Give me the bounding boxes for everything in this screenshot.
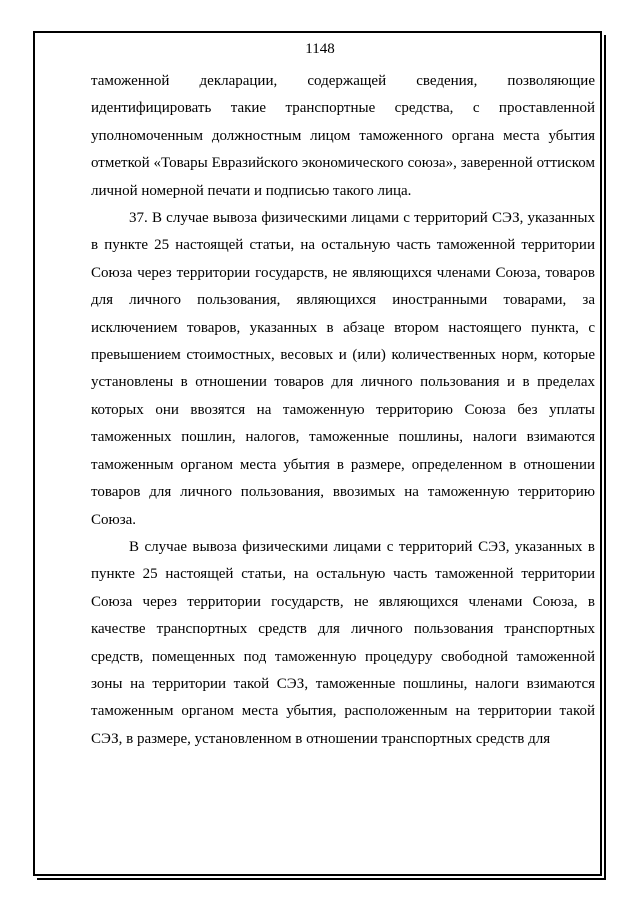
paragraph-continuation: таможенной декларации, содержащей сведения, позволяющие идентифицировать такие транспортные средства, с проставленной уполномоченным должностным лицом таможенного органа места убытия отметкой «Товары Евразийского экономического союза», заверенной оттиском личной номерной печати и подписью такого лица.	[91, 73, 595, 199]
document-body	[91, 68, 595, 753]
paragraph-item-37: 37. В случае вывоза физическими лицами с территорий СЭЗ, указанных в пункте 25 настоящей статьи, на остальную часть таможенной территории Союза через территории государств, не являющихся членами Союза, товаров для личного пользования, являющихся иностранными товарами, за исключением товаров, указанных в абзаце втором настоящего пункта, с превышением стоимостных, весовых и (или) количественных норм, которые установлены в отношении товаров для личного пользования и в пределах которых они ввозятся на таможенную территорию Союза без уплаты таможенных пошлин, налогов, таможенные пошлины, налоги взимаются таможенным органом места убытия в размере, определенном в отношении товаров для личного пользования, ввозимых на таможенную территорию Союза.	[91, 210, 595, 528]
paragraph-item-37-second: В случае вывоза физическими лицами с территорий СЭЗ, указанных в пункте 25 настоящей статьи, на остальную часть таможенной территории Союза через территории государств, не являющихся членами Союза, в качестве транспортных средств для личного пользования транспортных средств, помещенных под таможенную процедуру свободной таможенной зоны на территории такой СЭЗ, таможенные пошлины, налоги взимаются таможенным органом места убытия, расположенным на территории такой СЭЗ, в размере, установленном в отношении транспортных средств для	[91, 538, 595, 747]
page-number: 1148	[305, 41, 335, 57]
